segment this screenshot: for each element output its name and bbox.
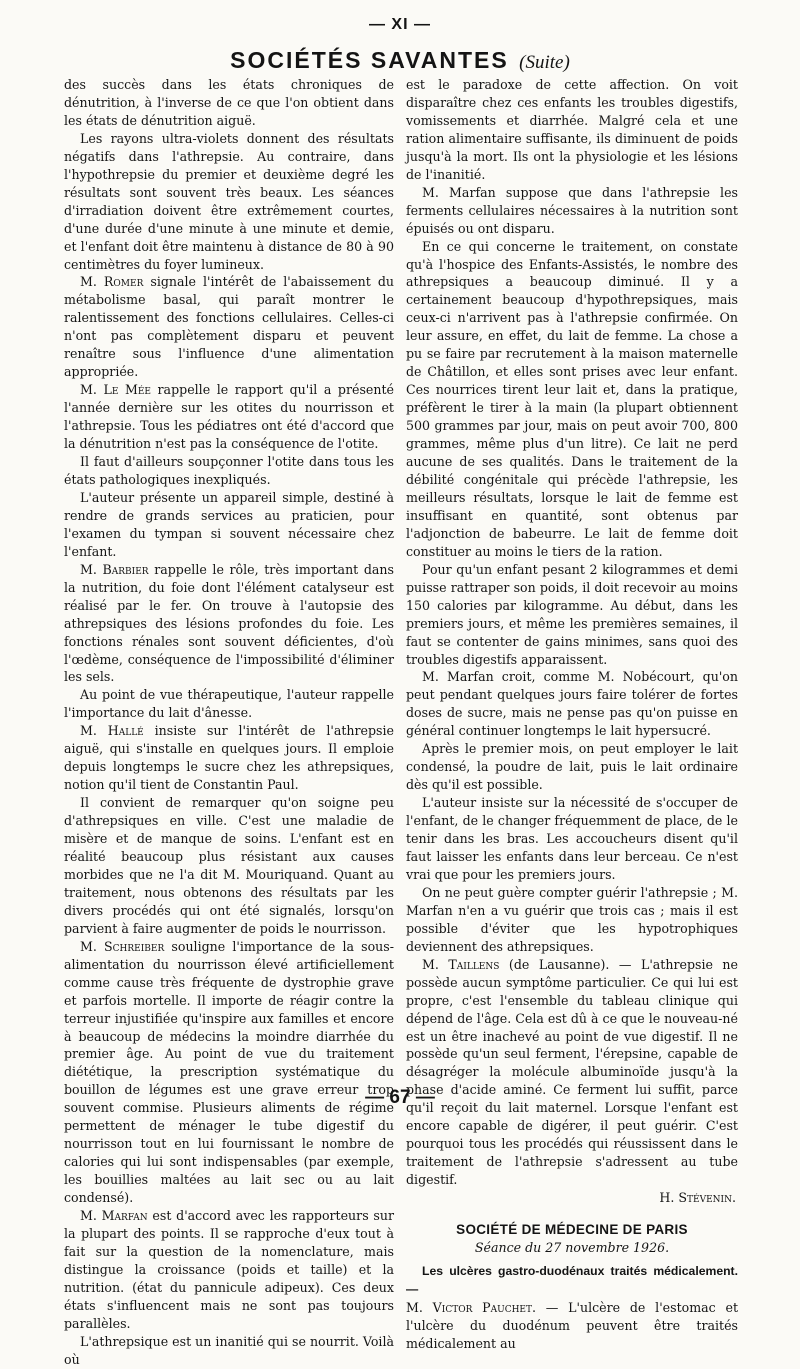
speaker-name: M. Marfan: [80, 1208, 148, 1224]
article-title: Les ulcères gastro-duodénaux traités médicalement. —: [406, 1263, 738, 1296]
paragraph-text: insiste sur l'intérêt de l'athrepsie aiguë, qui s'installe en quelques jours. Il emploie depuis longtemps le sucre chez les athrepsiques, notion qu'il tient de Constantin Paul.: [64, 723, 394, 793]
speaker-name: M. Hallé: [80, 723, 144, 739]
section-title: SOCIÉTÉ DE MÉDECINE DE PARIS: [456, 1222, 688, 1238]
paragraph-text: signale l'intérêt de l'abaissement du métabolisme basal, qui paraît montrer le ralentissement des fonctions cellulaires. Celles-ci n'ont pas complètement disparu et peuvent renaître sous l'influence d'une alimentation appropriée.: [64, 274, 394, 380]
paragraph-text: (de Lausanne). — L'athrepsie ne possède aucun symptôme particulier. Ce qui lui est propre, c'est l'ensemble du tableau clinique qui dépend de l'âge. Cela est dû à ce que le nouveau-né est un être inachevé au point de vue digestif. Il ne possède qu'un seul ferment, l'érepsine, capable de désagréger la molécule albuminoïde jusqu'à la phase d'acide aminé. Ce ferment lui suffit, parce qu'il reçoit du lait maternel. Lorsque l'enfant est encore capable de digérer, il peut guérir. C'est pourquoi tous les procédés qui réussissent dans le traitement de l'athrepsie s'adressent au tube digestif.: [406, 956, 738, 1188]
paragraph: M. Marfan suppose que dans l'athrepsie les ferments cellulaires nécessaires à la nutrition sont épuisés ou ont disparu.: [406, 184, 738, 236]
paragraph: L'auteur insiste sur la nécessité de s'occuper de l'enfant, de le changer fréquemment de place, de le tenir dans les bras. Les accoucheurs disent qu'il faut laisser les enfants dans leur berceau. Ce n'est vrai que pour les premiers jours.: [406, 795, 738, 882]
paragraph-text: rappelle le rapport qu'il a présenté l'année dernière sur les otites du nourrisson et l'athrepsie. Tous les pédiatres ont été d'accord que la dénutrition n'est pas la conséquence de l'otite.: [64, 382, 395, 452]
paragraph: Pour qu'un enfant pesant 2 kilogrammes et demi puisse rattraper son poids, il doit recevoir au moins 150 calories par kilogramme. Au début, dans les premiers jours, et même les premières semaines, il faut se contenter de gains minimes, sans quoi des troubles digestifs apparaissent.: [406, 561, 738, 667]
paragraph-text: rappelle le rôle, très important dans la nutrition, du foie dont l'élément catalyseur est réalisé par le fer. On trouve à l'autopsie des athrepsiques des lésions profondes du foie. Les fonctions rénales sont souvent déficientes, d'où l'œdème, conséquence de l'impossibilité d'éliminer les sels.: [64, 561, 395, 685]
paragraph: Après le premier mois, on peut employer le lait condensé, la poudre de lait, puis le lait ordinaire dès qu'il est possible.: [406, 741, 738, 793]
section-date: Séance du 27 novembre 1926.: [474, 1240, 670, 1255]
paragraph: [64, 938, 394, 1207]
left-column: [64, 76, 394, 1369]
speaker-name: M. Taillens: [422, 956, 500, 972]
speaker-name: M. Victor Pauchet.: [406, 1299, 537, 1315]
paragraph: des succès dans les états chroniques de dénutrition, à l'inverse de ce que l'on obtient dans les états de dénutrition aiguë.: [64, 77, 394, 128]
speaker-name: M. Le Mée: [80, 382, 151, 398]
paragraph: est le paradoxe de cette affection. On voit disparaître chez ces enfants les troubles digestifs, vomissements et diarrhée. Malgré cela et une ration alimentaire suffisante, ils diminuent de poids jusqu'à la mort. Ils ont la physiologie et les lésions de l'inanitié.: [406, 77, 738, 182]
paragraph: [64, 561, 394, 687]
paragraph: [64, 381, 394, 453]
speaker-name: M. Romer: [80, 274, 144, 290]
paragraph: On ne peut guère compter guérir l'athrepsie ; M. Marfan n'en a vu guérir que trois cas ; mais il est possible d'éviter que les hypotrophiques deviennent des athrepsiques.: [406, 884, 738, 954]
paragraph: [64, 722, 394, 794]
paragraph: [64, 1207, 394, 1333]
paragraph: L'auteur présente un appareil simple, destiné à rendre de grands services au praticien, pour l'examen du tympan si souvent nécessaire chez l'enfant.: [64, 489, 394, 559]
paragraph: En ce qui concerne le traitement, on constate qu'à l'hospice des Enfants-Assistés, le nombre des athrepsiques a beaucoup diminué. Il y a certainement beaucoup d'hypothrepsiques, mais ceux-ci n'arrivent pas à l'athrepsie confirmée. On leur assure, en effet, du lait de femme. La chose a pu se faire par recrutement à la maison maternelle de Châtillon, et elles sont prises avec leur enfant. Ces nourrices tirent leur lait et, dans la pratique, préfèrent le tirer à la main (la plupart obtiennent 500 grammes par jour, mais on peut avoir 700, 800 grammes, même plus d'un litre). Ce lait ne perd aucune de ses qualités. Dans le traitement de la débilité congénitale qui précède l'athrepsie, les meilleurs résultats, lorsque le lait de femme est insuffisant en quantité, sont obtenus par l'adjonction de babeurre. Le lait de femme doit constituer au moins le tiers de la ration.: [406, 238, 738, 559]
paragraph: Il convient de remarquer qu'on soigne peu d'athrepsiques en ville. C'est une maladie de misère et de manque de soins. L'enfant est en réalité beaucoup plus résistant aux causes morbides que ne l'a dit M. Mouriquand. Quant au traitement, nous obtenons des résultats par les divers procédés qui ont été signalés, lorsqu'on parvient à faire augmenter de poids le nourrisson.: [64, 795, 394, 936]
paragraph: Il faut d'ailleurs soupçonner l'otite dans tous les états pathologiques inexpliqués.: [64, 454, 394, 487]
paragraph: [406, 1299, 738, 1353]
paragraph: [406, 956, 738, 1189]
page-number: — 67 —: [365, 1087, 435, 1108]
paragraph: Les rayons ultra-violets donnent des résultats négatifs dans l'athrepsie. Au contraire, dans l'hypothrepsie du premier et deuxième degré les résultats sont souvent très beaux. Les séances d'irradiation doivent être extrêmement courtes, d'une durée d'une minute à une minute et demie, et l'enfant doit être maintenu à distance de 80 à 90 centimètres du foyer lumineux.: [64, 130, 394, 272]
paragraph: Au point de vue thérapeutique, l'auteur rappelle l'importance du lait d'ânesse.: [64, 687, 394, 721]
page-roman-numeral: — XI —: [368, 16, 431, 33]
paragraph: L'athrepsique est un inanitié qui se nourrit. Voilà où: [64, 1333, 394, 1367]
right-column: [406, 76, 738, 1353]
header-title: SOCIÉTÉS SAVANTES: [230, 47, 509, 73]
speaker-name: M. Schreiber: [80, 938, 165, 954]
header-suite: (Suite): [519, 52, 570, 73]
author-signature: H. Stévenin.: [659, 1190, 736, 1206]
page-header: [0, 47, 800, 74]
paragraph-text: — L'ulcère de l'estomac et l'ulcère du duodénum peuvent être traités médicalement au: [406, 1299, 738, 1351]
paragraph: M. Marfan croit, comme M. Nobécourt, qu'on peut pendant quelques jours faire tolérer de fortes doses de sucre, mais ne pense pas qu'on puisse en général continuer longtemps le lait hypersucré.: [406, 669, 738, 739]
paragraph: [64, 273, 394, 381]
speaker-name: M. Barbier: [80, 561, 149, 577]
paragraph-text: souligne l'importance de la sous-alimentation du nourrisson élevé artificiellement comme cause très fréquente de dystrophie grave et parfois mortelle. Il importe de réagir contre la terreur injustifiée qu'inspire aux familles et encore à beaucoup de médecins la moindre diarrhée du premier âge. Au point de vue du traitement diététique, la prescription systématique du bouillon de légumes est une grave erreur trop souvent commise. Plusieurs aliments de régime permettent de ménager le tube digestif du nourrisson tout en lui fournissant le nombre de calories qui lui sont indispensables (par exemple, les bouillies maltées au lait sec ou au lait condensé).: [64, 938, 394, 1206]
paragraph-text: est d'accord avec les rapporteurs sur la plupart des points. Il se rapproche d'eux tout à fait sur la question de la nomenclature, mais distingue la croissance (poids et taille) et la nutrition. (état du pannicule adipeux). Ces deux états s'influencent mais ne sont pas toujours parallèles.: [64, 1208, 394, 1331]
